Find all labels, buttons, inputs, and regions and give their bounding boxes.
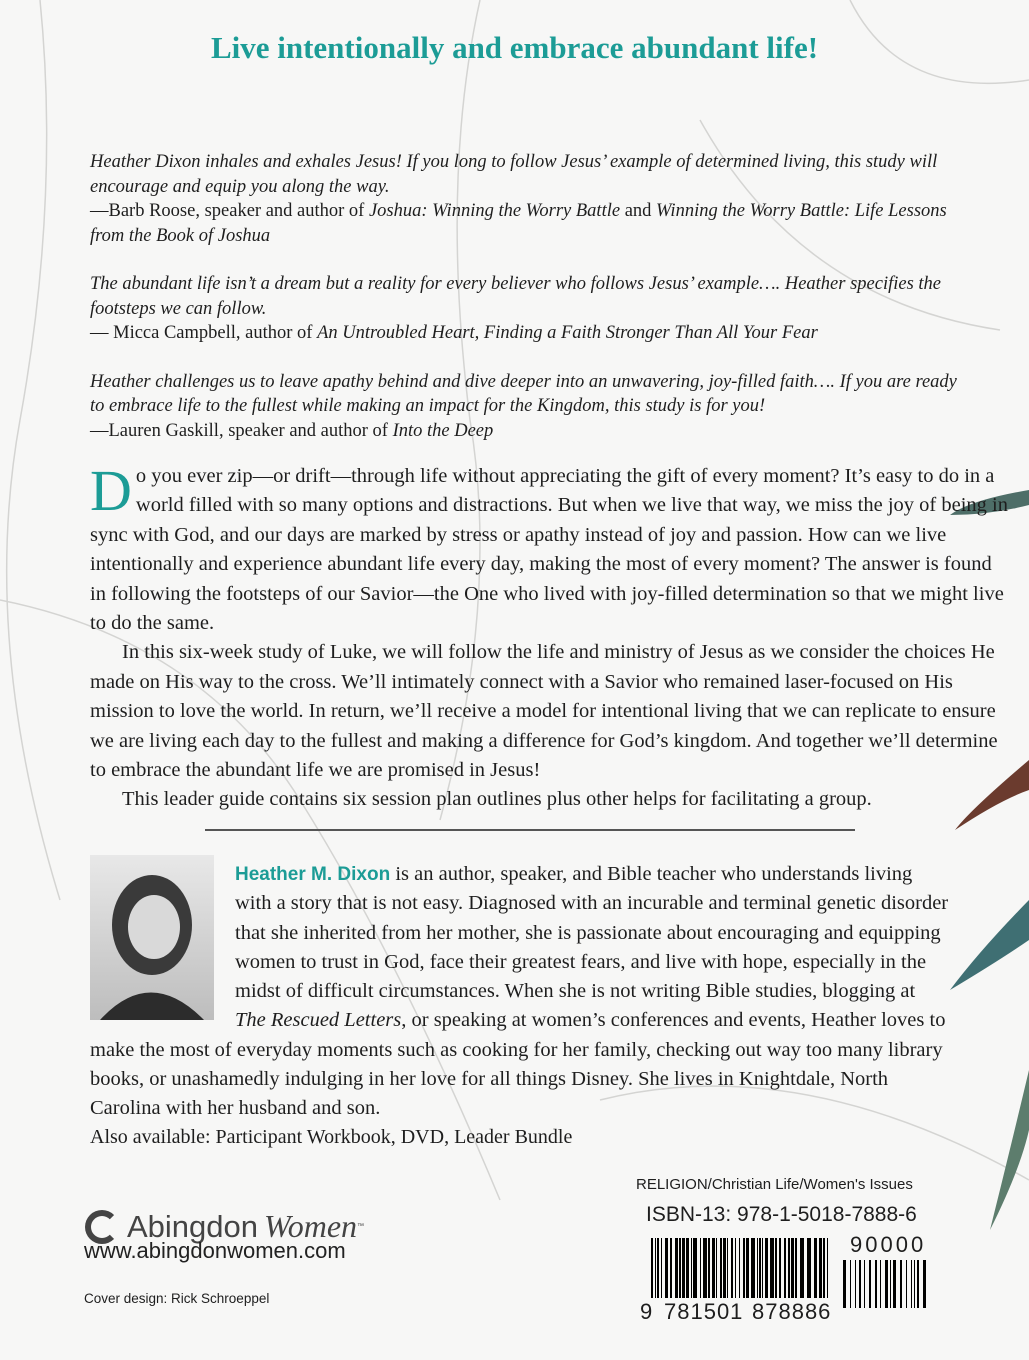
barcode-bar bbox=[682, 1238, 685, 1298]
barcode-bar bbox=[765, 1238, 768, 1298]
barcode-bar bbox=[900, 1260, 902, 1308]
barcode-bar bbox=[911, 1260, 912, 1308]
barcode-bar bbox=[827, 1238, 828, 1298]
paragraph bbox=[90, 458, 1008, 638]
cover-credit: Cover design: Rick Schroeppel bbox=[84, 1291, 270, 1306]
divider bbox=[205, 829, 855, 831]
barcode-bar bbox=[906, 1260, 907, 1308]
barcode-bar bbox=[661, 1238, 662, 1298]
barcode-bar bbox=[743, 1238, 745, 1298]
barcode-bar bbox=[855, 1260, 856, 1308]
trademark: ™ bbox=[357, 1223, 365, 1230]
quote-text: Heather challenges us to leave apathy behind and dive deeper into an unwavering, joy-filled faith…. If you are ready to embrace life to the fullest while making an impact for the Kingdom, this study is for you! bbox=[90, 371, 957, 416]
author-bio bbox=[90, 860, 950, 1124]
barcode-bar bbox=[914, 1260, 915, 1308]
barcode-bar bbox=[700, 1238, 701, 1298]
barcode-bar bbox=[657, 1238, 659, 1298]
blog-title: The Rescued Letters bbox=[235, 1009, 402, 1032]
endorsement bbox=[90, 370, 970, 444]
bio-text: , or speaking at women’s conferences and events, Heather loves to make the most of everyday moments such as cooking for her family, checking out way too many library books, or unashamedly indulging in her love for all things Disney. She lives in Knightdale, North Carolina with her husband and son. bbox=[90, 1009, 946, 1120]
quote-text: Heather Dixon inhales and exhales Jesus! If you long to follow Jesus’ example of determined living, this study will encourage and equip you along the way. bbox=[90, 152, 938, 197]
barcode-bar bbox=[691, 1238, 692, 1298]
barcode-bar bbox=[788, 1238, 790, 1298]
attribution: —Barb Roose, speaker and author of bbox=[90, 201, 369, 221]
book-title: An Untroubled Heart, Finding a Faith Stronger Than All Your Fear bbox=[317, 323, 818, 343]
paragraph: In this six-week study of Luke, we will follow the life and ministry of Jesus as we consider the choices He made on His way to the cross. We’ll intimately connect with a Savior who remained laser-focused on His mission to love the world. In return, we’ll receive a model for intentional living that we can replicate to ensure we are living each day to the fullest and making a difference for God’s kingdom. And together we’ll determine to embrace the abundant life we are promised in Jesus! bbox=[90, 641, 998, 782]
barcode-bar bbox=[727, 1238, 728, 1298]
barcode-bar bbox=[651, 1238, 653, 1298]
endorsement bbox=[90, 272, 970, 346]
barcode-digits-left: 781501 bbox=[664, 1299, 744, 1324]
barcode-bar bbox=[875, 1260, 877, 1308]
barcode-bar bbox=[655, 1238, 656, 1298]
attribution: — Micca Campbell, author of bbox=[90, 323, 318, 343]
paragraph-text: o you ever zip—or drift—through life without appreciating the gift of every moment? It’s easy to do in a world filled with so many options and distractions. But when we live that way, we miss the joy of being in sync with God, and our days are marked by stress or apathy instead of joy and passion. How can we live intentionally and experience abundant life every day, making the most of every moment? The answer is found in following the footsteps of our Savior—the One who lived with joy-filled determination so that we might live to do the same. bbox=[90, 465, 1008, 635]
barcode-bar bbox=[880, 1260, 881, 1308]
barcode-bar bbox=[739, 1238, 740, 1298]
headline: Live intentionally and embrace abundant life! bbox=[210, 30, 819, 65]
description bbox=[90, 458, 1008, 815]
barcode-bar bbox=[800, 1238, 804, 1298]
barcode-bar bbox=[784, 1238, 786, 1298]
category: RELIGION/Christian Life/Women's Issues bbox=[636, 1176, 913, 1193]
barcode-digit: 9 bbox=[640, 1299, 653, 1324]
barcode-digits-right: 878886 bbox=[752, 1299, 832, 1324]
barcode-bar bbox=[795, 1238, 797, 1298]
barcode-bar bbox=[814, 1238, 817, 1298]
drop-cap: D bbox=[90, 458, 132, 523]
isbn: ISBN-13: 978-1-5018-7888-6 bbox=[646, 1203, 917, 1226]
barcode-bar bbox=[923, 1260, 926, 1308]
barcode-bar bbox=[675, 1238, 678, 1298]
barcode-bar bbox=[703, 1238, 707, 1298]
barcode-bar bbox=[843, 1260, 846, 1308]
attribution: —Lauren Gaskill, speaker and author of bbox=[90, 420, 393, 441]
barcode-bar bbox=[850, 1260, 851, 1308]
barcode-bar bbox=[893, 1260, 896, 1308]
conjunction: and bbox=[620, 201, 657, 221]
publisher-url[interactable]: www.abingdonwomen.com bbox=[84, 1238, 346, 1263]
barcode-bar bbox=[770, 1238, 774, 1298]
barcode-bar bbox=[819, 1238, 822, 1298]
book-title: Into the Deep bbox=[392, 420, 494, 441]
paragraph: This leader guide contains six session plan outlines plus other helps for facilitating a group. bbox=[122, 788, 872, 811]
barcode-bar bbox=[686, 1238, 689, 1298]
barcode-bar bbox=[757, 1238, 758, 1298]
barcode-bar bbox=[716, 1238, 717, 1298]
barcode-bar bbox=[890, 1260, 891, 1308]
barcode-bar bbox=[775, 1238, 777, 1298]
barcode-bar bbox=[735, 1238, 736, 1298]
barcode-bar bbox=[823, 1238, 825, 1298]
bio-text: is an author, speaker, and Bible teacher who understands living with a story that is not easy. Diagnosed with an incurable and terminal genetic disorder that she inherited from her mother, she is passionate about encouraging and equipping women to trust in God, face their greatest fears, and live with hope, especially in the midst of difficult circumstances. When she is not writing Bible studies, blogging at bbox=[235, 863, 949, 1003]
barcode-bar bbox=[917, 1260, 919, 1308]
barcode-bar bbox=[791, 1238, 794, 1298]
author-name: Heather M. Dixon bbox=[235, 864, 391, 885]
barcode-bar bbox=[807, 1238, 811, 1298]
barcode-bar bbox=[859, 1260, 861, 1308]
barcode-bar bbox=[731, 1238, 733, 1298]
barcode-bar bbox=[869, 1260, 871, 1308]
barcode-bar bbox=[864, 1260, 865, 1308]
barcode-bar bbox=[885, 1260, 888, 1308]
barcode-addon: 90000 bbox=[850, 1232, 927, 1257]
barcode-bar bbox=[759, 1238, 761, 1298]
barcode-bar bbox=[746, 1238, 749, 1298]
barcode-bar bbox=[751, 1238, 755, 1298]
barcode-bar bbox=[679, 1238, 681, 1298]
barcode-bar bbox=[712, 1238, 715, 1298]
barcode-bar bbox=[720, 1238, 722, 1298]
endorsements bbox=[90, 150, 970, 467]
barcode-bar bbox=[670, 1238, 672, 1298]
book-title: Joshua: Winning the Worry Battle bbox=[368, 201, 621, 221]
quote-text: The abundant life isn’t a dream but a reality for every believer who follows Jesus’ example…. Heather specifies the footsteps we can follow. bbox=[90, 274, 942, 319]
barcode-bar bbox=[693, 1238, 697, 1298]
barcode-bar bbox=[779, 1238, 781, 1298]
barcode-bar bbox=[723, 1238, 726, 1298]
barcode-bar bbox=[762, 1238, 763, 1298]
publisher-name: Abingdon bbox=[127, 1208, 259, 1244]
endorsement bbox=[90, 150, 970, 248]
barcode-bar bbox=[665, 1238, 668, 1298]
barcode-bar bbox=[708, 1238, 710, 1298]
also-available: Also available: Participant Workbook, DVD, Leader Bundle bbox=[90, 1126, 573, 1148]
publisher-suffix: Women bbox=[264, 1208, 358, 1244]
book-title: Winning the Worry Battle: Life Lessons from the Book of Joshua bbox=[90, 201, 947, 246]
